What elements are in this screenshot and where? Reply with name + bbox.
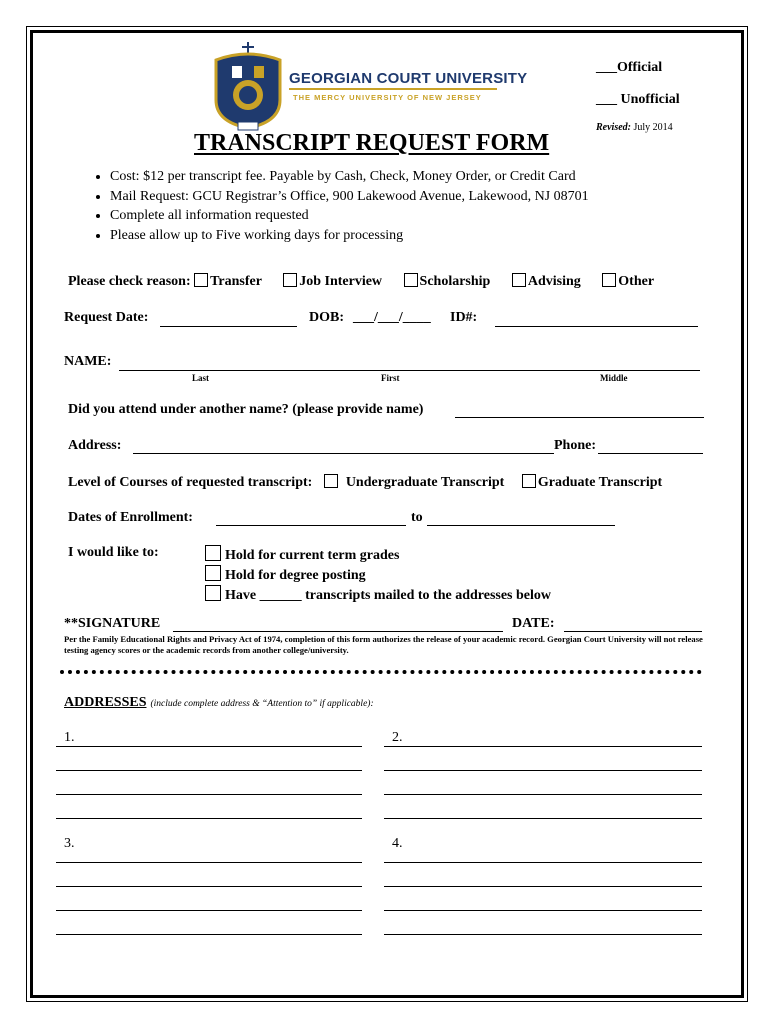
address-3-line[interactable] [56,934,362,935]
would-like-label: I would like to: [68,545,159,560]
undergraduate-label: Undergraduate Transcript [345,475,505,490]
id-label: ID#: [450,310,478,325]
university-seal-icon [208,40,288,132]
address-2-line[interactable] [384,746,702,747]
other-name-field[interactable] [455,417,704,418]
addresses-title: ADDRESSES [64,695,147,710]
signature-field[interactable] [173,631,503,632]
signature-date-field[interactable] [564,631,702,632]
university-name: GEORGIAN COURT UNIVERSITY [289,70,528,87]
level-label: Level of Courses of requested transcript: [68,475,313,490]
logo-divider [289,88,497,90]
id-field[interactable] [495,326,698,327]
phone-label: Phone: [554,438,596,453]
first-name-caption: First [381,373,400,383]
official-checkline[interactable]: ___Official [596,60,663,75]
transcript-count-field[interactable]: ______ [259,588,302,603]
dob-label: DOB: [309,310,344,325]
revised-date: July 2014 [633,122,673,133]
address-label: Address: [68,438,122,453]
job-interview-checkbox[interactable] [283,273,297,287]
enrollment-label: Dates of Enrollment: [68,510,193,525]
level-row [68,474,662,491]
undergraduate-checkbox[interactable] [324,474,338,488]
address-4-line[interactable] [384,910,702,911]
address-1-number: 1. [64,730,75,745]
enrollment-start-field[interactable] [216,525,406,526]
other-name-label: Did you attend under another name? (please provide name) [68,402,424,417]
unofficial-checkline[interactable]: ___ Unofficial [596,92,680,107]
page-title: TRANSCRIPT REQUEST FORM [194,130,550,156]
other-checkbox[interactable] [602,273,616,287]
address-2-number: 2. [392,730,403,745]
name-label: NAME: [64,354,112,369]
reason-row [68,273,654,290]
name-field[interactable] [119,370,700,371]
address-4-line[interactable] [384,886,702,887]
list-item: • Mail Request: GCU Registrar’s Office, 900 Lakewood Avenue, Lakewood, NJ 08701 [110,187,589,207]
address-4-line[interactable] [384,862,702,863]
hold-degree-label: Hold for degree posting [225,568,366,583]
signature-date-label: DATE: [512,616,555,631]
would-like-options [205,545,551,605]
hold-term-grades-checkbox[interactable] [205,545,221,561]
enrollment-to-label: to [411,510,423,525]
list-item: • Complete all information requested [110,206,589,226]
transfer-label: Transfer [210,274,262,289]
phone-field[interactable] [598,453,703,454]
address-1-line[interactable] [56,746,362,747]
mail-transcripts-checkbox[interactable] [205,585,221,601]
address-1-line[interactable] [56,818,362,819]
address-3-line[interactable] [56,886,362,887]
addresses-note: (include complete address & “Attention to” if applicable): [150,699,374,709]
scholarship-label: Scholarship [419,274,491,289]
list-item: • Cost: $12 per transcript fee. Payable by Cash, Check, Money Order, or Credit Card [110,167,589,187]
ferpa-notice: Per the Family Educational Rights and Privacy Act of 1974, completion of this form authorizes the release of your academic record. Georgian Court University will not release testing agency scores or the academic records from another college/university. [64,634,703,655]
hold-term-grades-label: Hold for current term grades [225,548,400,563]
graduate-label: Graduate Transcript [537,475,663,490]
address-3-line[interactable] [56,862,362,863]
enrollment-end-field[interactable] [427,525,615,526]
university-tagline: THE MERCY UNIVERSITY OF NEW JERSEY [293,93,482,102]
address-4-line[interactable] [384,934,702,935]
signature-label: **SIGNATURE [64,616,161,631]
address-2-line[interactable] [384,818,702,819]
request-date-field[interactable] [160,326,297,327]
reason-label: Please check reason: [68,274,191,289]
last-name-caption: Last [192,373,210,383]
advising-checkbox[interactable] [512,273,526,287]
address-4-number: 4. [392,836,403,851]
mail-have-label: Have [225,588,257,603]
address-1-line[interactable] [56,794,362,795]
address-3-number: 3. [64,836,75,851]
dob-field[interactable]: ___/___/____ [353,310,431,325]
middle-name-caption: Middle [600,373,628,383]
hold-degree-checkbox[interactable] [205,565,221,581]
address-field[interactable] [133,453,554,454]
job-interview-label: Job Interview [299,274,383,289]
revised-label: Revised: [596,122,631,133]
other-label: Other [618,274,655,289]
address-1-line[interactable] [56,770,362,771]
revised-note [596,122,673,133]
scholarship-checkbox[interactable] [404,273,418,287]
list-item: • Please allow up to Five working days for processing [110,226,589,246]
address-2-line[interactable] [384,770,702,771]
advising-label: Advising [527,274,581,289]
dotted-divider [60,670,702,674]
transfer-checkbox[interactable] [194,273,208,287]
mail-transcripts-label: transcripts mailed to the addresses below [305,588,552,603]
instructions-list [84,167,589,245]
addresses-heading [64,693,374,711]
graduate-checkbox[interactable] [522,474,536,488]
address-3-line[interactable] [56,910,362,911]
address-2-line[interactable] [384,794,702,795]
request-date-label: Request Date: [64,310,149,325]
